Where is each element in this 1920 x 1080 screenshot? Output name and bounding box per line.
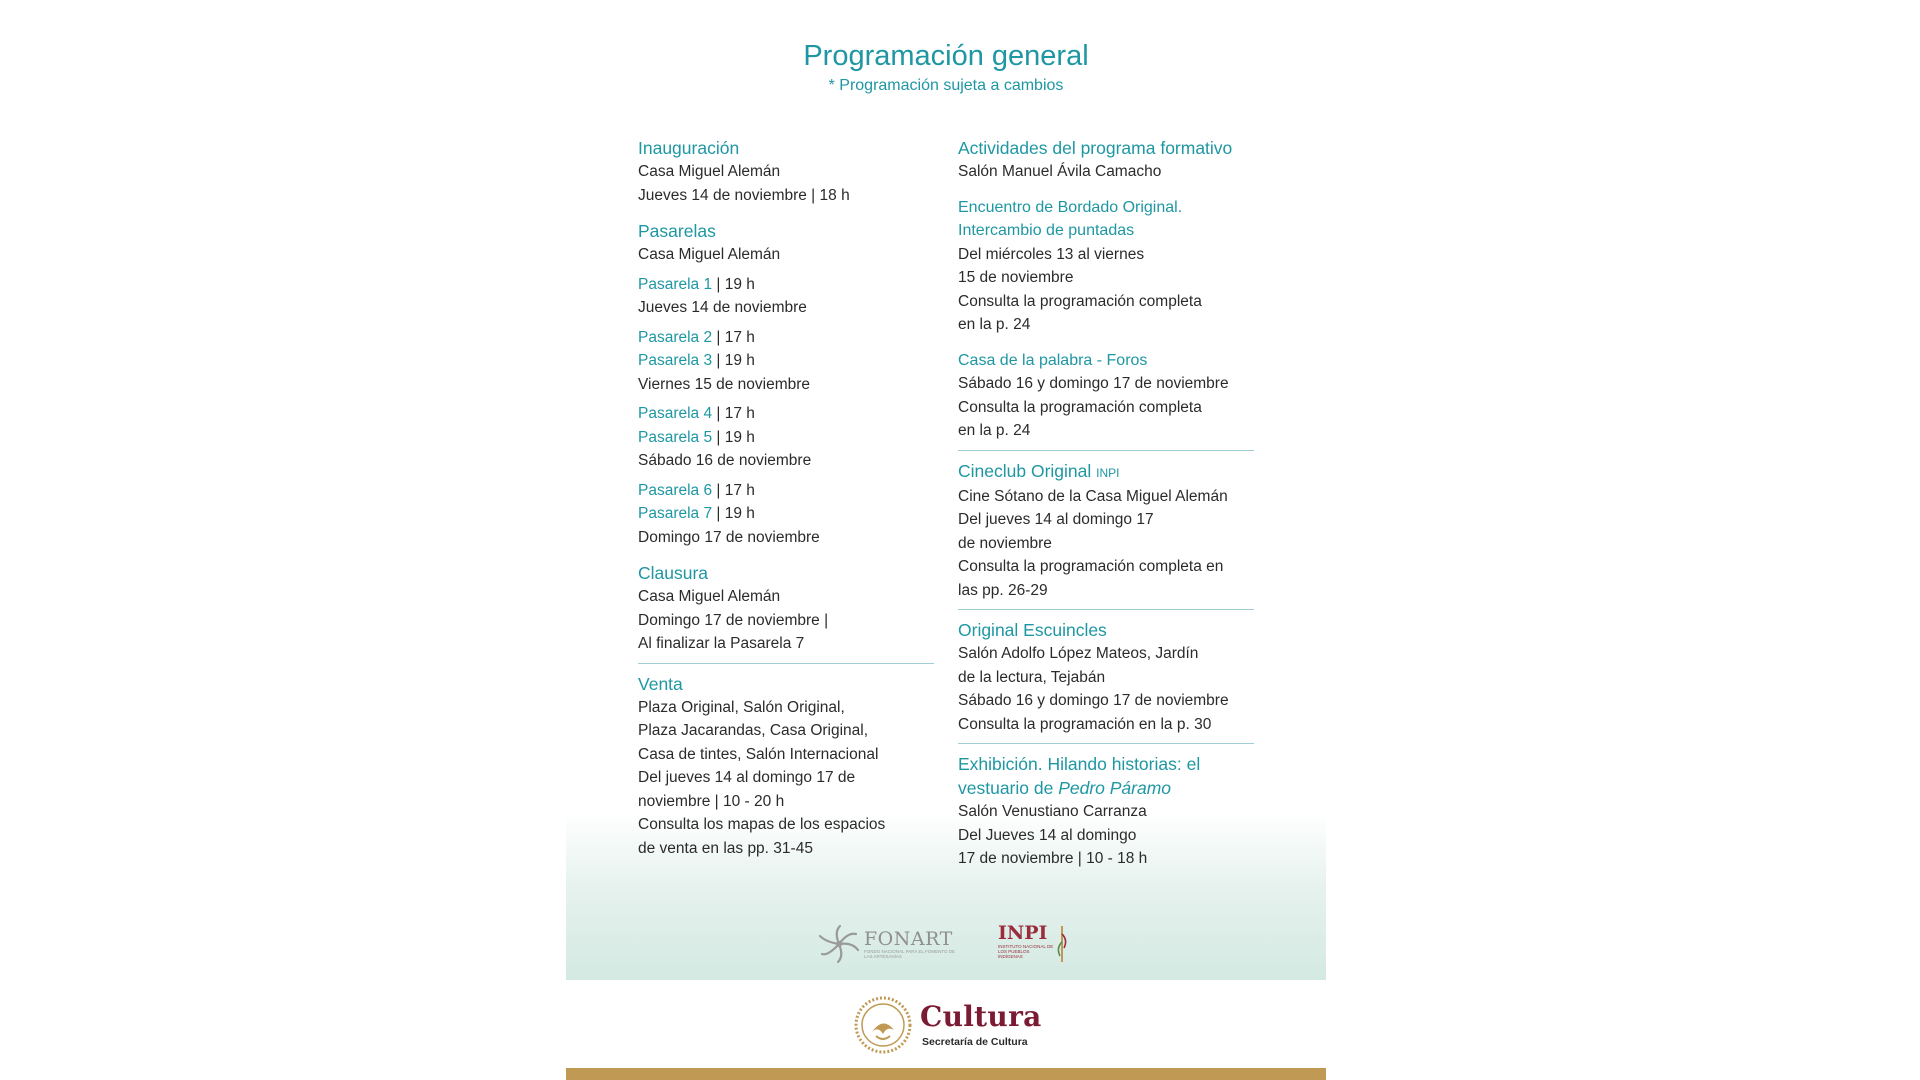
event-place: de la lectura, Tejabán [958,668,1106,686]
subsection-heading: Casa de la palabra - Foros [958,351,1148,369]
divider [958,743,1254,744]
runway-2 [638,326,934,350]
event-place: Salón Manuel Ávila Camacho [958,163,1162,180]
runway-time: | 19 h [712,428,755,446]
section-heading: Actividades del programa formativo [958,138,1233,158]
event-date: noviembre | 10 - 20 h [638,792,785,810]
runway-date: Jueves 14 de noviembre [638,299,807,316]
event-note: Consulta la programación completa [958,292,1202,310]
section-formativo [958,136,1254,184]
runway-date: Domingo 17 de noviembre [638,528,820,546]
program-page [566,0,1326,1080]
event-note: de venta en las pp. 31-45 [638,839,813,857]
page-title: Programación general [803,40,1089,72]
section-heading: Inauguración [638,138,740,158]
section-pasarelas [638,219,934,549]
event-date: Del miércoles 13 al viernes [958,245,1145,263]
runway-time: | 17 h [712,481,755,499]
runway-name: Pasarela 5 [638,428,713,446]
runway-name: Pasarela 7 [638,505,713,522]
section-cineclub [958,459,1254,603]
runway-date: Viernes 15 de noviembre [638,375,811,393]
event-date: 15 de noviembre [958,269,1074,286]
event-place: Salón Venustiano Carranza [958,803,1147,820]
section-heading: Original Escuincles [958,620,1107,640]
runway-7 [638,502,934,526]
section-heading: Exhibición. Hilando historias: el [958,754,1201,774]
runway-6 [638,479,934,503]
inpi-subtitle: INSTITUTO NACIONAL DE LOS PUEBLOS INDÍGENAS [998,944,1054,959]
event-place: Casa Miguel Alemán [638,246,781,263]
section-inauguracion [638,136,934,207]
event-place: Cine Sótano de la Casa Miguel Alemán [958,487,1228,505]
runway-5 [638,426,934,450]
fonart-subtitle: FONDO NACIONAL PARA EL FOMENTO DE LAS ARTESANÍAS [864,949,956,959]
runway-time: | 19 h [712,505,755,522]
section-palabra [958,349,1254,443]
mexico-seal-icon [854,996,912,1054]
cultura-logo [854,996,1054,1056]
event-date: Del jueves 14 al domingo 17 de [638,769,856,786]
event-note: Consulta la programación en la p. 30 [958,715,1212,733]
runway-time: | 17 h [712,405,755,422]
venue-line: Plaza Original, Salón Original, [638,698,845,716]
cineclub-title: Cineclub Original [958,460,1092,481]
divider [638,663,934,664]
event-place: Salón Adolfo López Mateos, Jardín [958,645,1199,662]
runway-time: | 19 h [712,275,755,293]
cultura-subtitle: Secretaría de Cultura [922,1036,1028,1048]
section-exhibicion [958,752,1254,871]
gold-bar [566,1068,1326,1080]
event-note: Consulta la programación completa en [958,558,1224,575]
section-heading: Venta [638,673,683,694]
runway-time: | 19 h [712,352,755,369]
runway-time: | 17 h [712,328,755,346]
fonart-logo [818,922,963,966]
heading-text: vestuario de [958,778,1059,798]
fonart-name: FONART [864,928,953,950]
heading-title-italic: Pedro Páramo [1058,778,1172,798]
event-date: Domingo 17 de noviembre | [638,611,829,629]
left-column [638,136,934,860]
section-bordado [958,196,1254,337]
inpi-feather-icon [1054,924,1070,964]
cultura-name: Cultura [920,1000,1042,1033]
divider [958,450,1254,451]
section-heading: Pasarelas [638,221,716,241]
inpi-logo [998,922,1078,966]
venue-line: Plaza Jacarandas, Casa Original, [638,722,869,739]
event-note: Consulta la programación completa [958,398,1202,416]
event-date: Sábado 16 y domingo 17 de noviembre [958,375,1229,392]
event-place: Casa Miguel Alemán [638,163,781,180]
venue-line: Casa de tintes, Salón Internacional [638,745,879,763]
event-date: Sábado 16 y domingo 17 de noviembre [958,692,1229,709]
section-heading: Clausura [638,563,709,583]
right-column [958,136,1254,871]
runway-date: Sábado 16 de noviembre [638,452,812,469]
event-note: las pp. 26-29 [958,581,1048,599]
event-note: en la p. 24 [958,316,1031,333]
runway-4 [638,402,934,426]
runway-3 [638,349,934,373]
event-date: de noviembre [958,534,1052,552]
section-clausura [638,561,934,656]
page-subtitle: * Programación sujeta a cambios [828,77,1064,94]
event-note: en la p. 24 [958,422,1031,439]
subsection-heading: Intercambio de puntadas [958,222,1135,239]
event-date: Jueves 14 de noviembre | 18 h [638,186,850,204]
runway-name: Pasarela 3 [638,352,713,369]
runway-1 [638,273,934,297]
inpi-tag: INPI [1096,465,1120,480]
subsection-heading: Encuentro de Bordado Original. [958,198,1183,216]
section-escuincles [958,618,1254,736]
event-date: Del Jueves 14 al domingo [958,826,1137,844]
section-venta [638,672,934,861]
event-date: 17 de noviembre | 10 - 18 h [958,850,1148,867]
runway-name: Pasarela 6 [638,481,713,499]
event-date: Del jueves 14 al domingo 17 [958,511,1154,528]
runway-name: Pasarela 4 [638,405,713,422]
inpi-name: INPI [998,922,1048,944]
event-note: Al finalizar la Pasarela 7 [638,635,805,652]
section-heading [958,459,1254,485]
runway-name: Pasarela 2 [638,328,713,346]
partner-logos [566,922,1326,966]
section-heading [958,776,1254,800]
event-note: Consulta los mapas de los espacios [638,816,886,833]
runway-name: Pasarela 1 [638,275,713,293]
event-place: Casa Miguel Alemán [638,588,781,605]
divider [958,609,1254,610]
fonart-icon [818,924,860,964]
